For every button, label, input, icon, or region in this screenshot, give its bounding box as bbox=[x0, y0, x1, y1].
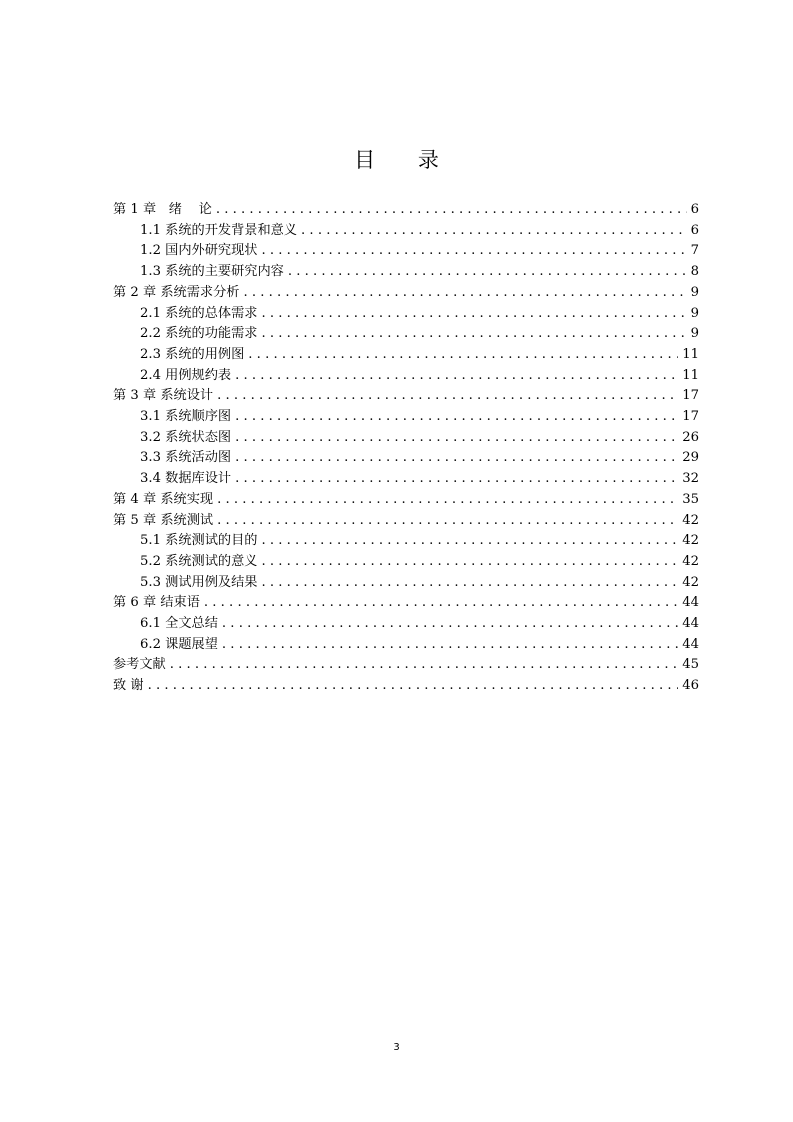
toc-entry-label: 3.3 系统活动图 bbox=[140, 450, 232, 466]
toc-entry[interactable] bbox=[113, 490, 699, 511]
toc-subentry[interactable] bbox=[140, 241, 699, 262]
toc-page-number: 11 bbox=[682, 367, 699, 383]
toc-subentry[interactable] bbox=[140, 366, 699, 387]
toc-dot-leader bbox=[204, 593, 678, 614]
toc-dot-leader bbox=[261, 531, 678, 552]
toc-entry-label: 第 4 章 系统实现 bbox=[113, 491, 214, 507]
toc-subentry[interactable] bbox=[140, 531, 699, 552]
toc-dot-leader bbox=[217, 386, 678, 407]
toc-entry-label: 2.1 系统的总体需求 bbox=[140, 305, 258, 321]
toc-dot-leader bbox=[217, 511, 678, 532]
toc-subentry[interactable] bbox=[140, 448, 699, 469]
toc-dot-leader bbox=[261, 304, 686, 325]
toc-page-number: 46 bbox=[682, 678, 699, 694]
toc-entry-label: 参考文献 bbox=[113, 657, 166, 673]
toc-dot-leader bbox=[222, 635, 678, 656]
toc-entry-label: 3.2 系统状态图 bbox=[140, 429, 232, 445]
toc-entry[interactable] bbox=[113, 655, 699, 676]
toc-entry-label: 2.3 系统的用例图 bbox=[140, 346, 245, 362]
toc-subentry[interactable] bbox=[140, 552, 699, 573]
toc-subentry[interactable] bbox=[140, 304, 699, 325]
toc-entry-label: 5.3 测试用例及结果 bbox=[140, 574, 258, 590]
toc-dot-leader bbox=[261, 241, 686, 262]
toc-dot-leader bbox=[217, 490, 678, 511]
toc-dot-leader bbox=[288, 262, 687, 283]
toc-page-number: 45 bbox=[682, 657, 699, 673]
toc-subentry[interactable] bbox=[140, 262, 699, 283]
toc-subentry[interactable] bbox=[140, 469, 699, 490]
toc-entry-label: 致 谢 bbox=[113, 678, 144, 694]
toc-entry-label: 第 5 章 系统测试 bbox=[113, 512, 214, 528]
toc-dot-leader bbox=[261, 552, 678, 573]
toc-dot-leader bbox=[235, 428, 678, 449]
toc-dot-leader bbox=[235, 366, 678, 387]
toc-entry-label: 1.3 系统的主要研究内容 bbox=[140, 264, 284, 280]
toc-page-number: 9 bbox=[690, 326, 699, 342]
toc-page-number: 35 bbox=[682, 491, 699, 507]
toc-entry-label: 6.2 课题展望 bbox=[140, 636, 218, 652]
toc-subentry[interactable] bbox=[140, 324, 699, 345]
toc-page-number: 17 bbox=[682, 409, 699, 424]
toc-page-number: 42 bbox=[682, 512, 699, 528]
toc-subentry[interactable] bbox=[140, 345, 699, 366]
toc-page-number: 44 bbox=[682, 595, 699, 611]
toc-entry-label: 5.2 系统测试的意义 bbox=[140, 553, 258, 569]
toc-page-number: 11 bbox=[682, 346, 699, 362]
page-number: 3 bbox=[393, 1042, 400, 1053]
toc-entry-label: 5.1 系统测试的目的 bbox=[140, 533, 258, 549]
toc-dot-leader bbox=[261, 573, 678, 594]
toc-entry-label: 3.1 系统顺序图 bbox=[140, 409, 232, 424]
toc-entry-label: 3.4 数据库设计 bbox=[140, 471, 232, 487]
toc-entry-label: 第 3 章 系统设计 bbox=[113, 388, 214, 404]
toc-subentry[interactable] bbox=[140, 614, 699, 635]
toc-entry-label: 1.2 国内外研究现状 bbox=[140, 243, 258, 259]
toc-page-number: 6 bbox=[690, 202, 699, 217]
toc-dot-leader bbox=[243, 283, 686, 304]
toc-page-number: 44 bbox=[682, 636, 699, 652]
toc-entry[interactable] bbox=[113, 200, 699, 221]
toc-dot-leader bbox=[301, 221, 687, 242]
toc-entry-label: 1.1 系统的开发背景和意义 bbox=[140, 222, 298, 238]
toc-subentry[interactable] bbox=[140, 407, 699, 428]
toc-page-number: 6 bbox=[690, 222, 699, 238]
toc-dot-leader bbox=[261, 324, 686, 345]
toc-page-number: 44 bbox=[682, 616, 699, 631]
toc-entry-label: 第 6 章 结束语 bbox=[113, 595, 200, 611]
toc-page-number: 7 bbox=[690, 243, 699, 259]
toc-dot-leader bbox=[148, 676, 679, 697]
page-title: 目 录 bbox=[354, 148, 457, 172]
toc-dot-leader bbox=[170, 655, 678, 676]
toc-page-number: 17 bbox=[682, 388, 699, 404]
toc-subentry[interactable] bbox=[140, 635, 699, 656]
toc-page-number: 42 bbox=[682, 574, 699, 590]
toc-page-number: 9 bbox=[690, 305, 699, 321]
toc-subentry[interactable] bbox=[140, 221, 699, 242]
toc-entry[interactable] bbox=[113, 676, 699, 697]
toc-entry[interactable] bbox=[113, 386, 699, 407]
toc-dot-leader bbox=[235, 448, 678, 469]
toc-page-number: 26 bbox=[682, 429, 699, 445]
toc-entry-label: 第 2 章 系统需求分析 bbox=[113, 284, 240, 300]
toc-entry-label: 6.1 全文总结 bbox=[140, 616, 218, 631]
toc-page-number: 8 bbox=[690, 264, 699, 280]
toc-entry-label: 第 1 章 绪 论 bbox=[113, 202, 212, 217]
toc-dot-leader bbox=[248, 345, 678, 366]
toc-dot-leader bbox=[235, 469, 678, 490]
toc-subentry[interactable] bbox=[140, 573, 699, 594]
toc-dot-leader bbox=[216, 200, 687, 221]
toc-page-number: 29 bbox=[682, 450, 699, 466]
toc-entry[interactable] bbox=[113, 593, 699, 614]
toc-entry[interactable] bbox=[113, 283, 699, 304]
toc-entry-label: 2.4 用例规约表 bbox=[140, 367, 232, 383]
toc-subentry[interactable] bbox=[140, 428, 699, 449]
toc-page-number: 42 bbox=[682, 553, 699, 569]
toc-dot-leader bbox=[235, 407, 678, 428]
toc-page-number: 9 bbox=[690, 284, 699, 300]
toc-page-number: 42 bbox=[682, 533, 699, 549]
toc-dot-leader bbox=[222, 614, 678, 635]
toc-entry[interactable] bbox=[113, 511, 699, 532]
toc-page-number: 32 bbox=[682, 471, 699, 487]
toc-entry-label: 2.2 系统的功能需求 bbox=[140, 326, 258, 342]
